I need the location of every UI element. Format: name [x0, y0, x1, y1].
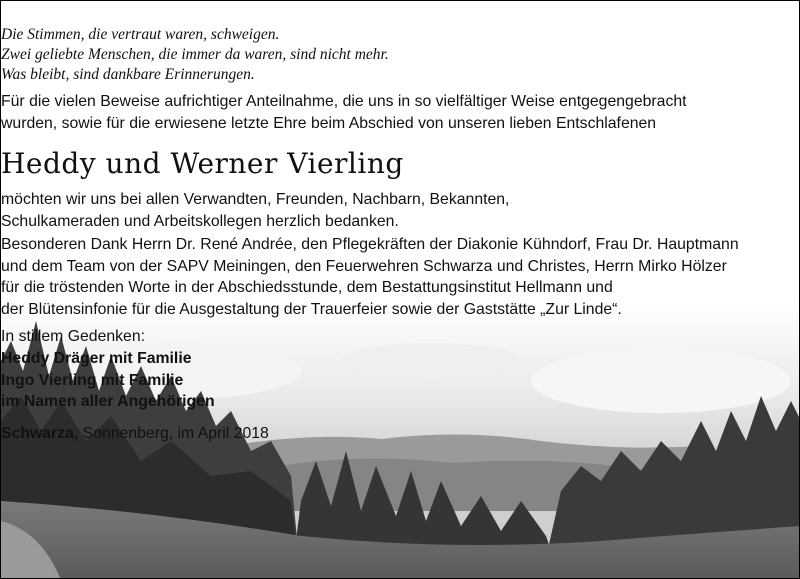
mourner-line: im Namen aller Angehörigen	[1, 393, 215, 410]
place-name: Schwarza,	[1, 425, 79, 442]
poem-line: Die Stimmen, die vertraut waren, schweigen.	[1, 26, 280, 43]
thanks-line: Schulkameraden und Arbeitskollegen herzlich bedanken.	[1, 212, 399, 230]
intro-line: wurden, sowie für die erwiesene letzte Ehre beim Abschied von unseren lieben Entschlafenen	[1, 114, 657, 132]
mourner-line: Ingo Vierling mit Familie	[1, 371, 184, 389]
thanks-line: möchten wir uns bei allen Verwandten, Freunden, Nachbarn, Bekannten,	[1, 191, 510, 208]
poem-line: Zwei geliebte Menschen, die immer da waren, sind nicht mehr.	[1, 46, 389, 63]
deceased-names: Heddy und Werner Vierling	[1, 147, 404, 180]
special-thanks-line: Besonderen Dank Herrn Dr. René Andrée, den Pflegekräften der Diakonie Kühndorf, Frau Dr. Hauptmann	[1, 236, 739, 253]
poem-line: Was bleibt, sind dankbare Erinnerungen.	[1, 66, 255, 83]
memorial-heading: In stillem Gedenken:	[1, 328, 146, 345]
special-thanks-line: für die tröstenden Worte in der Abschiedsstunde, dem Bestattungsinstitut Hellmann und	[1, 279, 613, 296]
poem	[1, 25, 800, 85]
special-thanks-paragraph	[1, 234, 800, 320]
mourner-line: Heddy Dräger mit Familie	[1, 350, 192, 367]
mourners-list	[1, 348, 800, 413]
intro-paragraph	[1, 91, 800, 134]
special-thanks-line: und dem Team von der SAPV Meiningen, den Feuerwehren Schwarza und Christes, Herrn Mirko Hölzer	[1, 257, 727, 275]
place-date-rest: Sonnenberg, im April 2018	[78, 425, 269, 442]
thanks-paragraph	[1, 189, 800, 232]
special-thanks-line: der Blütensinfonie für die Ausgestaltung der Trauerfeier sowie der Gaststätte „Zur Linde“.	[1, 300, 622, 318]
place-date	[1, 423, 800, 445]
intro-line: Für die vielen Beweise aufrichtiger Anteilnahme, die uns in so vielfältiger Weise entgegengebracht	[1, 93, 687, 110]
